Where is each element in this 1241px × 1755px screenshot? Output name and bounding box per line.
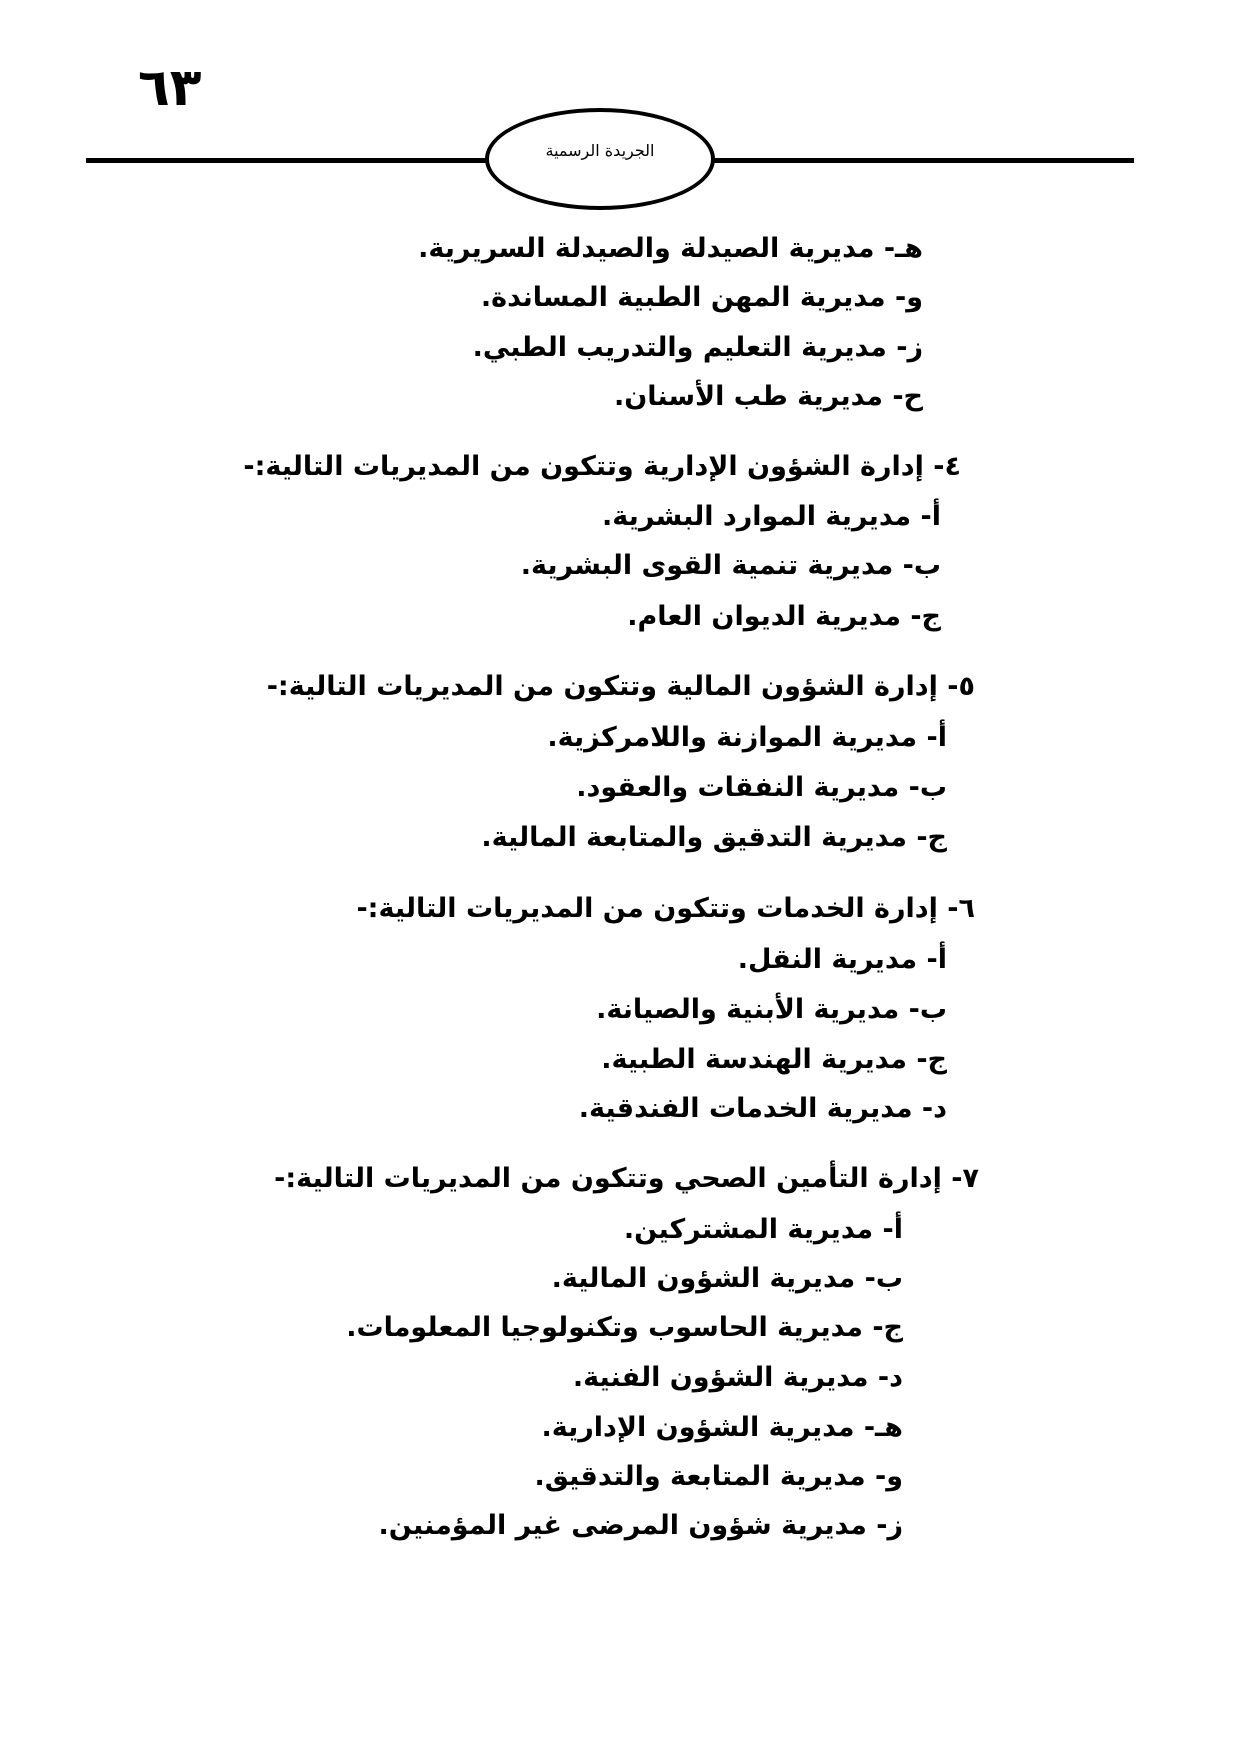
list-item: ح- مديرية طب الأسنان. [613,381,923,412]
list-item: د- مديرية الخدمات الفندقية. [578,1093,947,1124]
list-item: د- مديرية الشؤون الفنية. [572,1362,903,1393]
list-item: ج- مديرية الهندسة الطبية. [601,1044,947,1075]
list-item: أ- مديرية النقل. [737,944,947,975]
list-item: ب- مديرية النفقات والعقود. [576,772,947,803]
list-item: ز- مديرية التعليم والتدريب الطبي. [472,332,923,363]
list-item: ب- مديرية الأبنية والصيانة. [596,994,947,1025]
list-item: هـ- مديرية الصيدلة والصيدلة السريرية. [418,233,923,264]
header-title: الجريدة الرسمية [545,140,655,160]
list-item: و- مديرية المهن الطبية المساندة. [480,282,923,313]
page-number: ٦٣ [138,58,202,118]
list-item: أ- مديرية الموازنة واللامركزية. [547,722,947,753]
section-heading: ٥- إدارة الشؤون المالية وتتكون من المديريات التالية:- [266,671,975,702]
list-item: و- مديرية المتابعة والتدقيق. [534,1461,903,1492]
list-item: ج- مديرية التدقيق والمتابعة المالية. [481,822,947,853]
list-item: ب- مديرية الشؤون المالية. [551,1263,903,1294]
section-heading: ٧- إدارة التأمين الصحي وتتكون من المديريات التالية:- [274,1163,979,1194]
list-item: أ- مديرية الموارد البشرية. [602,501,941,532]
list-item: ج- مديرية الديوان العام. [627,601,941,632]
list-item: ج- مديرية الحاسوب وتكنولوجيا المعلومات. [346,1312,903,1343]
section-heading: ٦- إدارة الخدمات وتتكون من المديريات التالية:- [356,893,975,924]
list-item: هـ- مديرية الشؤون الإدارية. [541,1412,903,1443]
list-item: ب- مديرية تنمية القوى البشرية. [520,550,941,581]
list-item: أ- مديرية المشتركين. [623,1214,903,1245]
section-heading: ٤- إدارة الشؤون الإدارية وتتكون من المديريات التالية:- [243,451,961,482]
header-oval [485,108,715,210]
list-item: ز- مديرية شؤون المرضى غير المؤمنين. [378,1510,903,1541]
